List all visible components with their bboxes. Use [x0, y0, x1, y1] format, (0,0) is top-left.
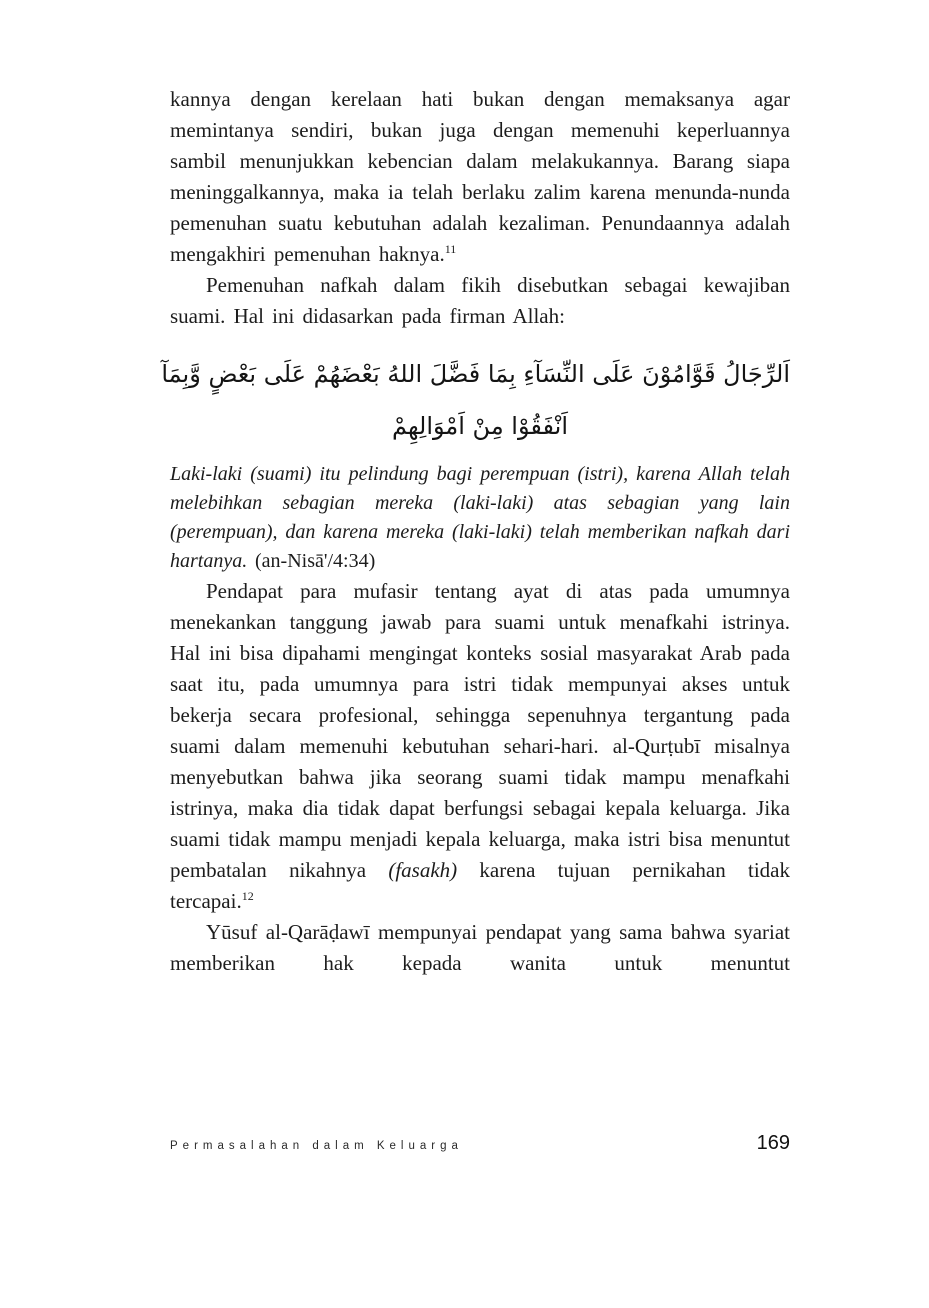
paragraph-mufasir-text-2: karena tujuan pernikahan tidak tercapai. — [170, 858, 790, 913]
page-number: 169 — [756, 1132, 790, 1154]
paragraph-nafkah-intro: Pemenuhan nafkah dalam fikih disebutkan sebagai kewajiban suami. Hal ini didasarkan pada firman Allah: — [170, 273, 790, 328]
arabic-verse-line-2: اَنْفَقُوْا مِنْ اَمْوَالِهِمْ — [391, 412, 568, 440]
paragraph-continuation — [170, 84, 790, 270]
page-footer — [170, 1132, 790, 1155]
paragraph-mufasir-text-1: Pendapat para mufasir tentang ayat di atas pada umumnya menekankan tanggung jawab para suami untuk menafkahi istrinya. Hal ini bisa dipahami mengingat konteks sosial masyarakat Arab pada saat itu, pada umumnya para istri tidak mempunyai akses untuk bekerja secara profesional, sehingga sepenuhnya tergantung pada suami dalam memenuhi kebutuhan sehari-hari. al-Qurṭubī misalnya menyebutkan bahwa jika seorang suami tidak mampu menafkahi istrinya, maka dia tidak dapat berfungsi sebagai kepala keluarga. Jika suami tidak mampu menjadi kepala keluarga, maka istri bisa menuntut pembatalan nikahnya — [170, 579, 790, 882]
footnote-marker-12: 12 — [241, 889, 254, 903]
footnote-marker-11: 11 — [444, 242, 457, 256]
verse-translation — [170, 460, 790, 576]
page-body — [161, 84, 790, 979]
quran-verse-arabic — [161, 348, 790, 452]
paragraph-qaradawi: Yūsuf al-Qarāḍawī mempunyai pendapat yang sama bahwa syariat memberikan hak kepada wanita untuk menuntut — [170, 920, 790, 975]
verse-reference: (an-Nisā'/4:34) — [247, 550, 376, 572]
paragraph-mufasir — [170, 576, 790, 917]
paragraph-continuation-text: kannya dengan kerelaan hati bukan dengan memaksanya agar memintanya sendiri, bukan juga dengan memenuhi keperluannya sambil menunjukkan kebencian dalam melakukannya. Barang siapa meninggalkannya, maka ia telah berlaku zalim karena menunda-nunda pemenuhan suatu kebutuhan adalah kezaliman. Penundaannya adalah mengakhiri pemenuhan haknya. — [170, 87, 790, 266]
verse-translation-text: Laki-laki (suami) itu pelindung bagi perempuan (istri), karena Allah telah melebihkan sebagian mereka (laki-laki) atas sebagian yang lain (perempuan), dan karena mereka (laki-laki) telah memberikan nafkah dari hartanya. — [170, 463, 790, 572]
arabic-verse-line-1: اَلرِّجَالُ قَوَّامُوْنَ عَلَى النِّسَآءِ بِمَا فَضَّلَ اللهُ بَعْضَهُمْ عَلَى بَعْضٍ وَّبِمَآ — [161, 360, 790, 388]
running-title: Permasalahan dalam Keluarga — [170, 1140, 463, 1152]
term-fasakh: (fasakh) — [388, 858, 458, 882]
